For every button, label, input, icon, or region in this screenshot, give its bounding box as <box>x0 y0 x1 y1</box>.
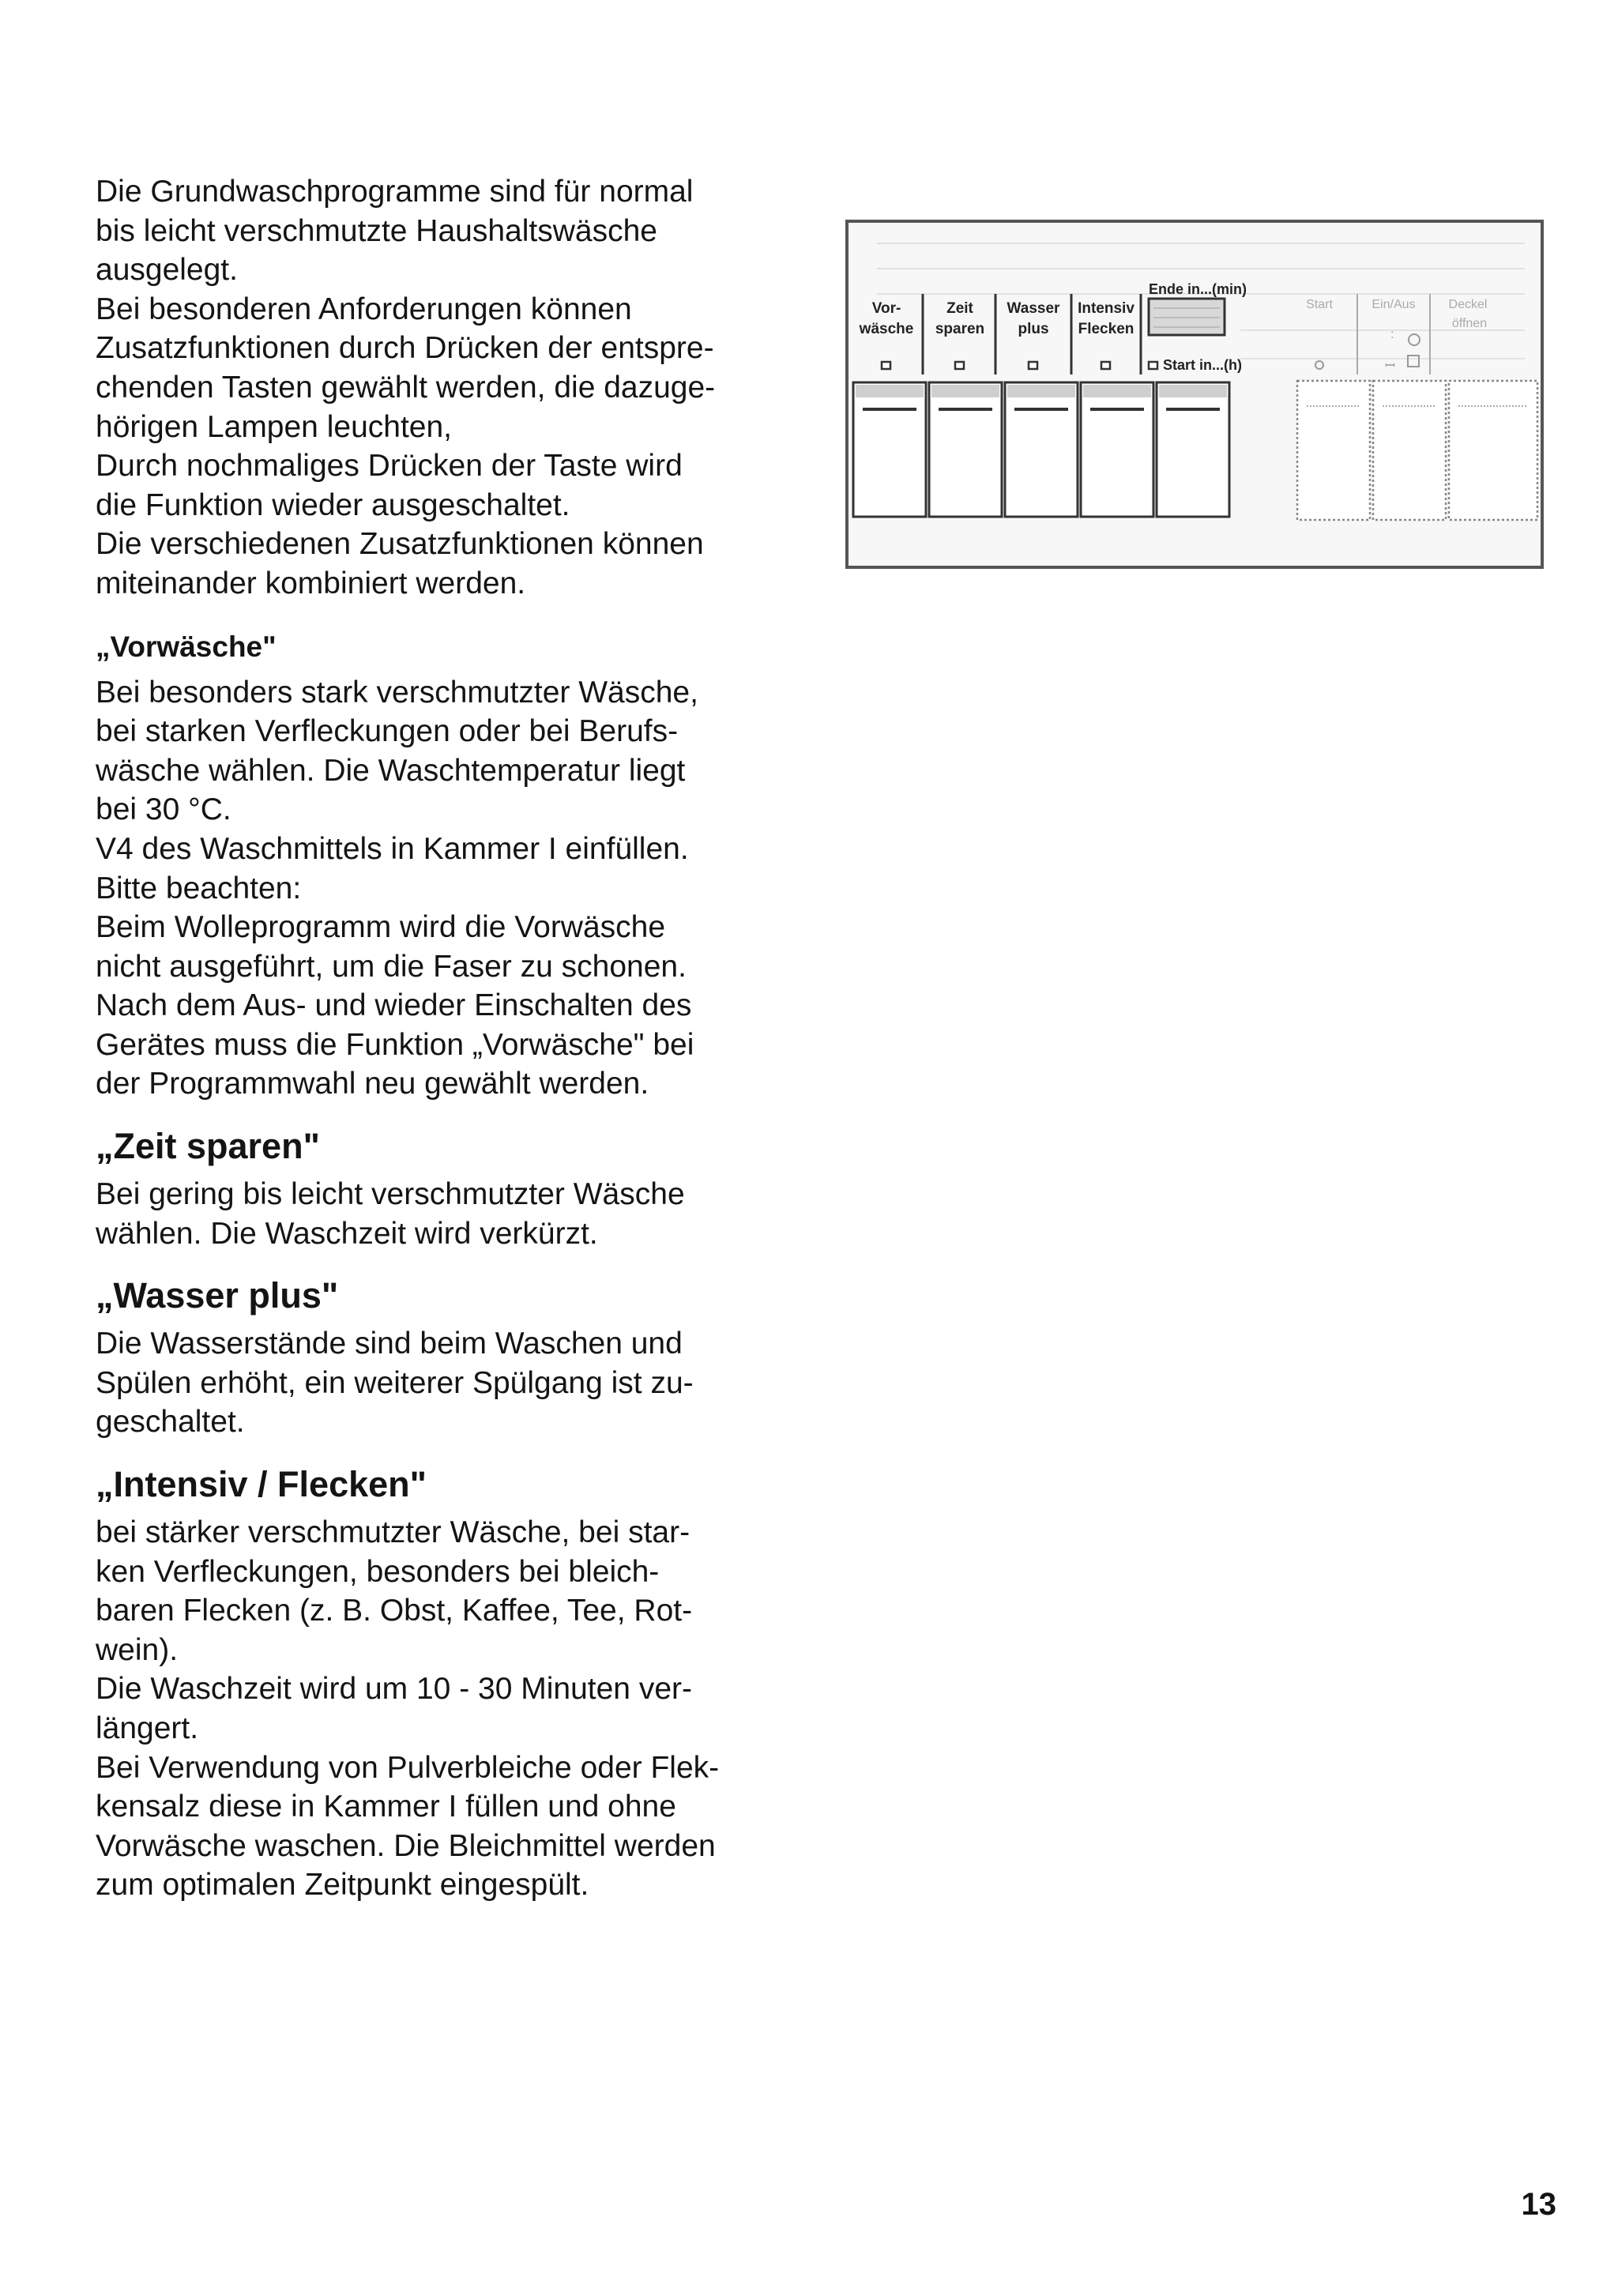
main-text-column <box>96 172 807 1905</box>
start-label: Start <box>1306 298 1333 311</box>
section-body-intensiv-flecken: bei stärker verschmutzter Wäsche, bei star- ken Verfleckungen, besonders bei bleich- baren Flecken (z. B. Obst, Kaffee, Tee, Rot- wein). Die Waschzeit wird um 10 - 30 Minuten ver- längert. Bei Verwendung von Pulverbleiche oder Flek- kensalz diese in Kammer I füllen und ohne Vorwäsche waschen. Die Bleichmittel werden zum optimalen Zeitpunkt eingespült. <box>96 1515 720 1903</box>
control-panel-drawing <box>845 220 1544 569</box>
section-body-zeit-sparen: Bei gering bis leicht verschmutzter Wäsche wählen. Die Waschzeit wird verkürzt. <box>96 1177 685 1251</box>
button-time-select[interactable] <box>1157 382 1229 517</box>
lamp-icon-vorwaesche <box>882 362 890 369</box>
panel-label-wasser-2: plus <box>1018 321 1049 337</box>
button-lid[interactable] <box>1449 381 1537 520</box>
end-time-label: Ende in...(min) <box>1149 281 1247 297</box>
button-wasser-plus[interactable] <box>1005 382 1078 517</box>
section-body-vorwaesche: Bei besonders stark verschmutzter Wäsche, bei starken Verfleckungen oder bei Berufs- wäsche wählen. Die Waschtemperatur liegt bei 30 °C. V4 des Waschmittels in Kammer I einfüllen. Bitte beachten: Beim Wolleprogramm wird die Vorwäsche nicht ausgeführt, um die Faser zu schonen. Nach dem Aus- und wieder Einschalten des Gerätes muss die Funktion „Vorwäsche" bei der Programmwahl neu gewählt werden. <box>96 675 698 1101</box>
lamp-icon-wasser-plus <box>1029 362 1037 369</box>
button-zeit-sparen[interactable] <box>929 382 1002 517</box>
panel-label-vorwaesche-2: wäsche <box>859 321 914 337</box>
page-number: 13 <box>1521 2187 1556 2222</box>
function-buttons-row <box>853 382 1229 517</box>
lid-label: Deckel <box>1448 298 1488 311</box>
button-start[interactable] <box>1297 381 1370 520</box>
panel-label-intensiv-1: Intensiv <box>1078 300 1134 317</box>
panel-label-intensiv-2: Flecken <box>1078 321 1134 337</box>
lock-glyph: ꟷ <box>1385 359 1396 373</box>
panel-label-zeit-2: sparen <box>935 321 985 337</box>
lid-open-label: öffnen <box>1451 317 1488 330</box>
right-buttons-row <box>1297 381 1537 520</box>
start-in-label: Start in...(h) <box>1163 357 1242 373</box>
section-heading-intensiv-flecken: „Intensiv / Flecken" <box>96 1464 427 1505</box>
intro-paragraph: Die Grundwaschprogramme sind für normal bis leicht verschmutzte Haushaltswäsche ausgelegt. Bei besonderen Anforderungen können Zusatzfunktionen durch Drücken der entspre- chenden Tasten gewählt werden, die dazuge- hörigen Lampen leuchten, Durch nochmaliges Drücken der Taste wird die Funktion wieder ausgeschaltet. Die verschiedenen Zusatzfunktionen können miteinander kombiniert werden. <box>96 175 716 600</box>
section-heading-zeit-sparen: „Zeit sparen" <box>96 1126 320 1167</box>
button-intensiv[interactable] <box>1081 382 1153 517</box>
button-vorwaesche[interactable] <box>853 382 926 517</box>
lamp-icon-zeit-sparen <box>955 362 964 369</box>
panel-label-vorwaesche-1: Vor- <box>871 300 901 317</box>
lamp-icon-start-in <box>1149 362 1157 369</box>
button-top-strips <box>856 385 1227 397</box>
section-body-wasser-plus: Die Wasserstände sind beim Waschen und Spülen erhöht, ein weiterer Spülgang ist zu- geschaltet. <box>96 1327 694 1440</box>
section-heading-vorwaesche: „Vorwäsche" <box>96 630 277 663</box>
button-on-off[interactable] <box>1373 381 1446 520</box>
on-off-label: Ein/Aus <box>1372 298 1416 311</box>
panel-label-wasser-1: Wasser <box>1007 300 1060 317</box>
control-panel-illustration <box>845 220 1544 569</box>
panel-label-zeit-1: Zeit <box>946 300 973 317</box>
power-glyph: : <box>1390 328 1394 341</box>
section-heading-wasser-plus: „Wasser plus" <box>96 1275 339 1316</box>
lamp-icon-intensiv <box>1101 362 1110 369</box>
